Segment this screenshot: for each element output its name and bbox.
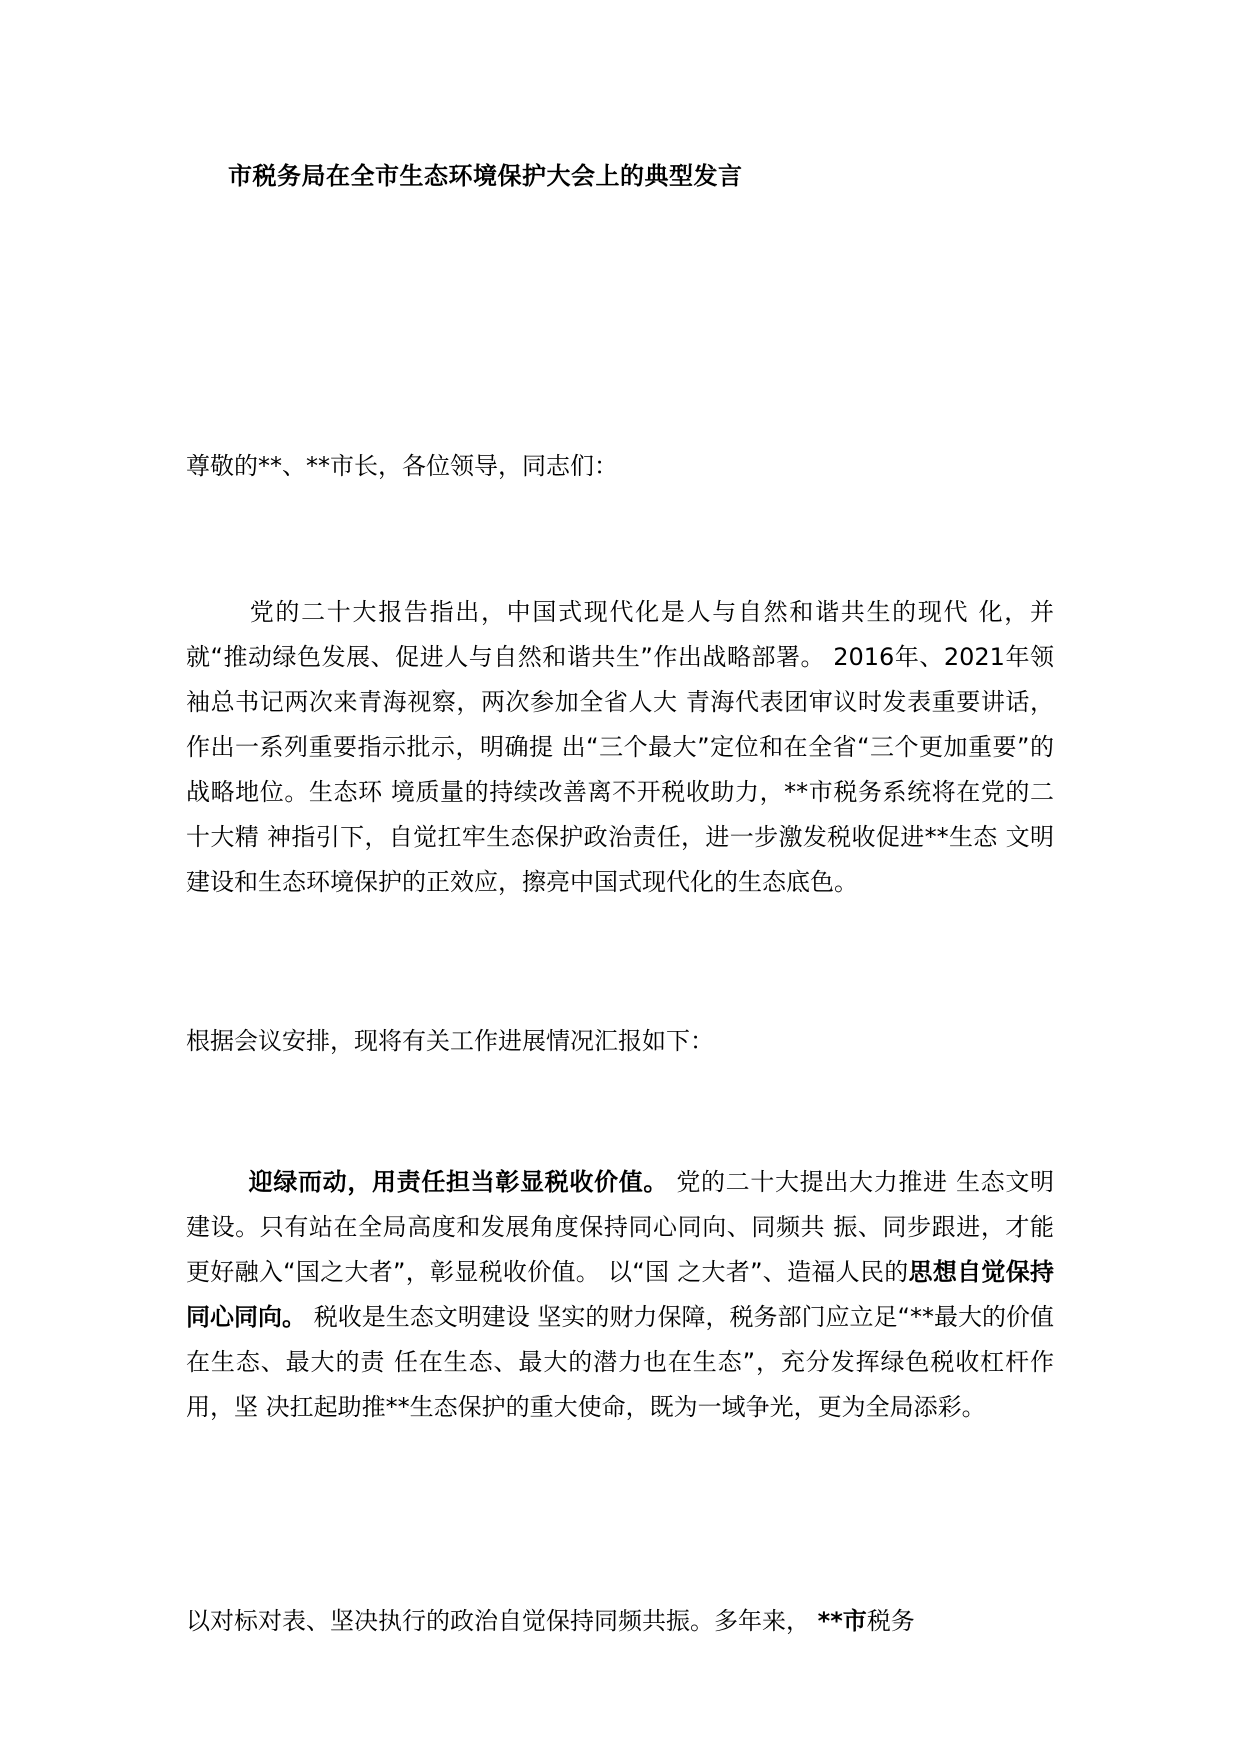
paragraph-text: 税务 (866, 1607, 915, 1635)
paragraph-intro-text: 党的二十大报告指出，中国式现代化是人与自然和谐共生的现代 化，并就“推动绿色发展、促进人与自然和谐共生”作出战略部署。 2016年、2021年领袖总书记两次来青海视察，两次参加全省人大 青海代表团审议时发表重要讲话，作出一系列重要指示批示，明确提 出“三个最大”定位和在全省“三个更加重要”的战略地位。生态环 境质量的持续改善离不开税收助力，**市税务系统将在党的二十大精 神指引下，自觉扛牢生态保护政治责任，进一步激发税收促进**生态 文明建设和生态环境保护的正效应，擦亮中国式现代化的生态底色。 (186, 598, 1054, 896)
paragraph-report-lead: 根据会议安排，现将有关工作进展情况汇报如下： (186, 1027, 714, 1055)
paragraph-continued (186, 1605, 915, 1637)
salutation: 尊敬的**、**市长，各位领导，同志们： (186, 452, 618, 480)
page-title: 市税务局在全市生态环境保护大会上的典型发言 (228, 162, 743, 190)
paragraph-green-action (186, 1160, 1054, 1430)
paragraph-intro (186, 590, 1054, 905)
section-heading: 迎绿而动，用责任担当彰显税收价值。 (248, 1168, 669, 1196)
paragraph-text: 党的二十大提出大力推进 生态文明建设。只有站在全局高度和发展角度保持同心同向、同频共 振、同步跟进，才能更好融入“国之大者”，彰显税收价值。 以“国 之大者”、造福人民的 (186, 1168, 1054, 1286)
emphasis-text: 思想自觉保持同心同向。 (186, 1258, 1054, 1331)
paragraph-text: 税收是生态文明建设 坚实的财力保障，税务部门应立足“**最大的价值在生态、最大的责 任在生态、最大的潜力也在生态”，充分发挥绿色税收杠杆作用，坚 决扛起助推**生态保护的重大使命，既为一域争光，更为全局添彩。 (186, 1303, 1054, 1421)
emphasis-text: **市 (817, 1607, 867, 1635)
paragraph-text: 以对标对表、坚决执行的政治自觉保持同频共振。多年来， (186, 1607, 810, 1635)
